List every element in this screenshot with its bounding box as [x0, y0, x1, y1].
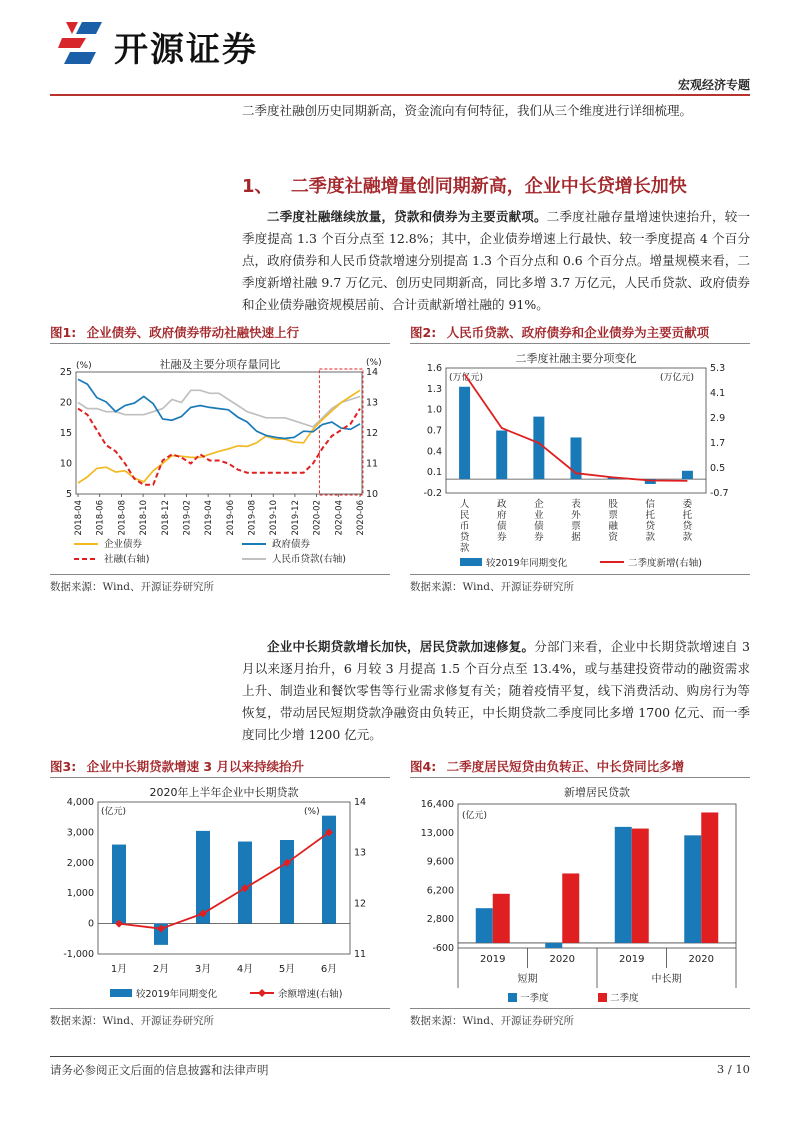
bar — [562, 873, 579, 942]
chart-title: 2020年上半年企业中长期贷款 — [149, 786, 299, 799]
y-tick-right: 1.7 — [710, 438, 726, 449]
y-tick-left: 0.1 — [426, 467, 442, 479]
figure-4-title-text: 二季度居民短贷由负转正、中长贷同比多增 — [446, 759, 685, 774]
y-tick-left: 1.0 — [426, 404, 442, 416]
bar — [533, 417, 544, 480]
x-tick-label: 2020-06 — [356, 500, 366, 536]
paragraph-1-lead: 二季度社融继续放量，贷款和债券为主要贡献项。 — [267, 209, 547, 224]
x-group-label: 短期 — [517, 974, 538, 985]
y-tick-left: -1,000 — [63, 949, 94, 960]
bar — [682, 471, 693, 479]
x-tick-label-char: 信 — [645, 499, 656, 510]
x-tick-label-char: 票 — [608, 510, 618, 521]
bar — [615, 827, 632, 943]
chart-3 — [50, 780, 390, 1005]
footer-disclaimer: 请务必参阅正文后面的信息披露和法律声明 — [50, 1063, 269, 1077]
y-tick-right: 10 — [366, 489, 379, 500]
chart-1 — [50, 346, 390, 571]
bar — [684, 835, 701, 943]
figure-row1-bottom-rule-left — [50, 574, 390, 575]
bar — [493, 894, 510, 943]
paragraph-1-body: 二季度社融存量增速快速抬升，较一季度提高 1.3 个百分点至 12.8%；其中，企业债券增速上行最快、较一季度提高 4 个百分点，政府债券和人民币贷款增速分别提高 1.3 个百分点和 0.6 个百分点。增量规模来看，二季度新增社融 9.7 万亿元、创历史同期新高，同比多增 3.7 万亿元，人民币贷款、政府债券和企业债券融资规模居前、合计贡献新增社融的 91%。 — [242, 209, 750, 312]
x-tick-label-char: 债 — [496, 521, 507, 532]
y-tick-left: 6,200 — [426, 885, 454, 897]
y-tick-left: -0.2 — [423, 488, 442, 499]
x-tick-label-char: 币 — [459, 521, 470, 532]
x-tick-label: 6月 — [320, 964, 338, 975]
y-tick-left: 9,600 — [426, 856, 454, 868]
y-tick-right: 0.5 — [710, 463, 726, 474]
x-tick-label-char: 融 — [608, 521, 618, 532]
y-tick-left: 10 — [59, 458, 72, 470]
figure-row1-bottom-rule-right — [410, 574, 750, 575]
figure-2-title — [410, 323, 709, 341]
axis-unit-right: (%) — [366, 358, 382, 368]
bar — [701, 812, 718, 942]
paragraph-2-body: 分部门来看，企业中长期贷款增速自 3 月以来逐月抬升，6 月较 3 月提高 1.5 个百分点至 13.4%，或与基建投资带动的融资需求上升、制造业和餐饮零售等行业需求修复有关；随着疫情平复，线下消费活动、购房行为等恢复，带动居民短期贷款净融资由负转正，中长期贷款二季度同比多增 1700 亿元、而一季度同比少增 1200 亿元。 — [242, 639, 750, 742]
x-tick-label-char: 外 — [571, 510, 581, 521]
x-tick-label: 2019-06 — [225, 500, 236, 536]
y-tick-left: -600 — [432, 943, 454, 954]
header-rule — [50, 94, 750, 96]
x-tick-label: 2019-10 — [269, 500, 280, 536]
chart-2 — [410, 346, 750, 571]
y-tick-left: 1.3 — [426, 383, 442, 395]
bar — [632, 829, 649, 943]
y-tick-left: 0.4 — [426, 446, 442, 458]
figure-2-label: 图2: — [410, 325, 437, 340]
section-label: 宏观经济专题 — [677, 78, 750, 92]
figure-3-source: 数据来源：Wind、开源证券研究所 — [50, 1015, 214, 1027]
x-tick-label-char: 股 — [608, 499, 618, 510]
y-tick-left: 1.6 — [426, 363, 442, 374]
highlight-box — [319, 369, 363, 495]
figure-1-title — [50, 323, 299, 341]
y-tick-left: 0.7 — [426, 425, 442, 437]
y-tick-right: 13 — [366, 397, 379, 409]
chart-title: 社融及主要分项存量同比 — [159, 358, 281, 371]
y-tick-right: 5.3 — [710, 363, 726, 374]
x-tick-label-char: 资 — [608, 532, 618, 543]
y-tick-left: 2,800 — [426, 914, 454, 926]
y-tick-left: 15 — [59, 428, 72, 439]
chart-4 — [410, 780, 750, 1005]
paragraph-2 — [242, 636, 750, 746]
axis-unit-left: (亿元) — [101, 807, 127, 817]
x-group-label: 中长期 — [651, 974, 682, 985]
y-tick-right: -0.7 — [710, 488, 729, 499]
paragraph-1 — [242, 206, 750, 316]
figure-3-title-text: 企业中长期贷款增速 3 月以来持续抬升 — [86, 759, 304, 774]
figure-row2-top-rule-right — [410, 777, 750, 778]
x-tick-label-char: 票 — [571, 521, 581, 532]
footer-rule — [50, 1056, 750, 1057]
axis-unit-left: (亿元) — [462, 811, 488, 821]
figure-3-title — [50, 757, 304, 775]
y-tick-right: 12 — [366, 428, 379, 439]
x-tick-label-char: 债 — [534, 521, 544, 532]
y-tick-left: 4,000 — [66, 797, 94, 808]
x-tick-label-char: 贷 — [645, 521, 656, 532]
figure-4-label: 图4: — [410, 759, 437, 774]
axis-unit-left: (万亿元) — [449, 373, 484, 383]
figure-2-source: 数据来源：Wind、开源证券研究所 — [410, 581, 574, 593]
x-tick-label: 2020 — [688, 954, 714, 965]
y-tick-right: 12 — [354, 898, 367, 910]
logo-text: 开源证券 — [114, 30, 258, 70]
section-title-text: 二季度社融增量创同期新高，企业中长贷增长加快 — [290, 176, 687, 197]
x-tick-label: 2018-08 — [117, 500, 128, 536]
bar — [545, 943, 562, 948]
figure-3-label: 图3: — [50, 759, 77, 774]
y-tick-left: 1,000 — [66, 888, 94, 900]
figure-1-label: 图1: — [50, 325, 77, 340]
paragraph-2-lead: 企业中长期贷款增长加快，居民贷款加速修复。 — [267, 639, 535, 654]
x-tick-label-char: 托 — [682, 510, 693, 521]
y-tick-right: 2.9 — [710, 413, 726, 424]
x-tick-label-char: 企 — [534, 499, 544, 510]
y-tick-left: 0 — [87, 918, 94, 930]
x-tick-label-char: 表 — [571, 499, 581, 510]
y-tick-left: 5 — [65, 489, 72, 500]
x-tick-label-char: 托 — [645, 510, 656, 521]
x-tick-label-char: 业 — [534, 510, 544, 521]
chart-title: 新增居民贷款 — [564, 786, 630, 799]
x-tick-label-char: 贷 — [459, 532, 470, 543]
legend-label: 企业债券 — [104, 539, 143, 550]
legend-swatch-bar — [460, 558, 482, 566]
x-tick-label: 2019 — [619, 954, 645, 965]
x-tick-label: 5月 — [278, 964, 296, 975]
series-line-1 — [78, 379, 360, 438]
y-tick-right: 4.1 — [710, 388, 726, 399]
figure-2-title-text: 人民币贷款、政府债券和企业债券为主要贡献项 — [446, 325, 710, 340]
x-tick-label-char: 人 — [459, 499, 470, 510]
x-tick-label-char: 民 — [459, 510, 470, 521]
series-line-0 — [78, 390, 360, 483]
page-number: 3 / 10 — [716, 1062, 750, 1076]
axis-unit-left: (%) — [76, 361, 92, 371]
bar — [280, 840, 294, 924]
x-tick-label-char: 券 — [534, 532, 544, 543]
x-tick-label: 2月 — [152, 964, 170, 975]
x-tick-label: 2019-12 — [290, 500, 301, 536]
figure-4-title — [410, 757, 684, 775]
x-tick-label-char: 据 — [571, 532, 581, 543]
y-tick-right: 11 — [354, 949, 367, 960]
x-tick-label: 2019-02 — [182, 500, 193, 536]
y-tick-right: 14 — [354, 797, 367, 808]
y-tick-left: 16,400 — [420, 799, 454, 810]
x-tick-label-char: 政 — [496, 499, 507, 510]
bar — [496, 431, 507, 480]
figure-row1-top-rule-left — [50, 343, 390, 344]
x-tick-label: 2018-04 — [74, 500, 84, 536]
x-tick-label: 3月 — [194, 964, 212, 975]
legend-label: 余额增速(右轴) — [278, 989, 343, 1000]
x-tick-label: 2019-04 — [204, 500, 215, 536]
y-tick-left: 13,000 — [420, 827, 454, 839]
logo-mark-icon — [58, 16, 106, 68]
axis-unit-right: (%) — [304, 807, 320, 817]
y-tick-left: 3,000 — [66, 827, 94, 839]
x-tick-label: 2020-04 — [334, 500, 345, 536]
y-tick-right: 11 — [366, 458, 379, 470]
legend-swatch — [598, 993, 607, 1002]
y-tick-left: 25 — [59, 367, 72, 378]
legend-label: 二季度 — [610, 993, 639, 1004]
legend-label: 较2019年同期变化 — [136, 989, 218, 1000]
y-tick-right: 13 — [354, 847, 367, 859]
x-tick-label-char: 府 — [496, 510, 507, 521]
y-tick-left: 2,000 — [66, 857, 94, 869]
bar — [459, 387, 470, 479]
figure-row2-bottom-rule-right — [410, 1008, 750, 1009]
x-tick-label-char: 款 — [682, 532, 693, 543]
x-tick-label: 2020-02 — [312, 500, 323, 536]
plot-frame — [98, 802, 350, 954]
x-tick-label-char: 贷 — [682, 521, 693, 532]
x-tick-label: 2019 — [480, 954, 506, 965]
figure-1-source: 数据来源：Wind、开源证券研究所 — [50, 581, 214, 593]
legend-swatch — [508, 993, 517, 1002]
figure-row2-top-rule-left — [50, 777, 390, 778]
bar — [476, 908, 493, 943]
legend-label: 社融(右轴) — [104, 554, 150, 565]
axis-unit-right: (万亿元) — [660, 373, 695, 383]
figure-row1-top-rule-right — [410, 343, 750, 344]
x-tick-label: 2018-10 — [139, 500, 150, 536]
bar — [112, 845, 126, 924]
series-line — [119, 832, 329, 928]
intro-paragraph: 二季度社融创历史同期新高，资金流向有何特征，我们从三个维度进行详细梳理。 — [242, 103, 693, 118]
x-tick-label: 2018-06 — [95, 500, 106, 536]
legend-swatch-bar — [110, 989, 132, 997]
x-tick-label: 2019-08 — [247, 500, 258, 536]
bar — [238, 842, 252, 924]
legend-label: 人民币贷款(右轴) — [272, 554, 346, 565]
figure-4-source: 数据来源：Wind、开源证券研究所 — [410, 1015, 574, 1027]
section-number: 1、 — [242, 176, 273, 197]
x-tick-label-char: 委 — [682, 499, 693, 510]
x-tick-label-char: 款 — [645, 532, 656, 543]
legend-label: 较2019年同期变化 — [486, 558, 568, 569]
x-tick-label: 4月 — [236, 964, 254, 975]
y-tick-left: 20 — [59, 397, 72, 409]
x-tick-label-char: 券 — [496, 532, 507, 543]
series-line-2 — [78, 409, 360, 485]
legend-marker — [258, 989, 266, 997]
x-tick-label: 2018-12 — [160, 500, 171, 536]
legend-label: 政府债券 — [272, 539, 311, 550]
x-tick-label: 1月 — [110, 964, 128, 975]
legend-label: 一季度 — [520, 993, 549, 1004]
chart-title: 二季度社融主要分项变化 — [515, 352, 637, 365]
x-tick-label-char: 款 — [459, 543, 470, 554]
x-tick-label: 2020 — [549, 954, 575, 965]
legend-label: 二季度新增(右轴) — [628, 558, 702, 569]
figure-row2-bottom-rule-left — [50, 1008, 390, 1009]
figure-1-title-text: 企业债券、政府债券带动社融快速上行 — [86, 325, 300, 340]
y-tick-right: 14 — [366, 367, 379, 378]
section-title — [242, 172, 762, 198]
logo — [58, 14, 358, 70]
